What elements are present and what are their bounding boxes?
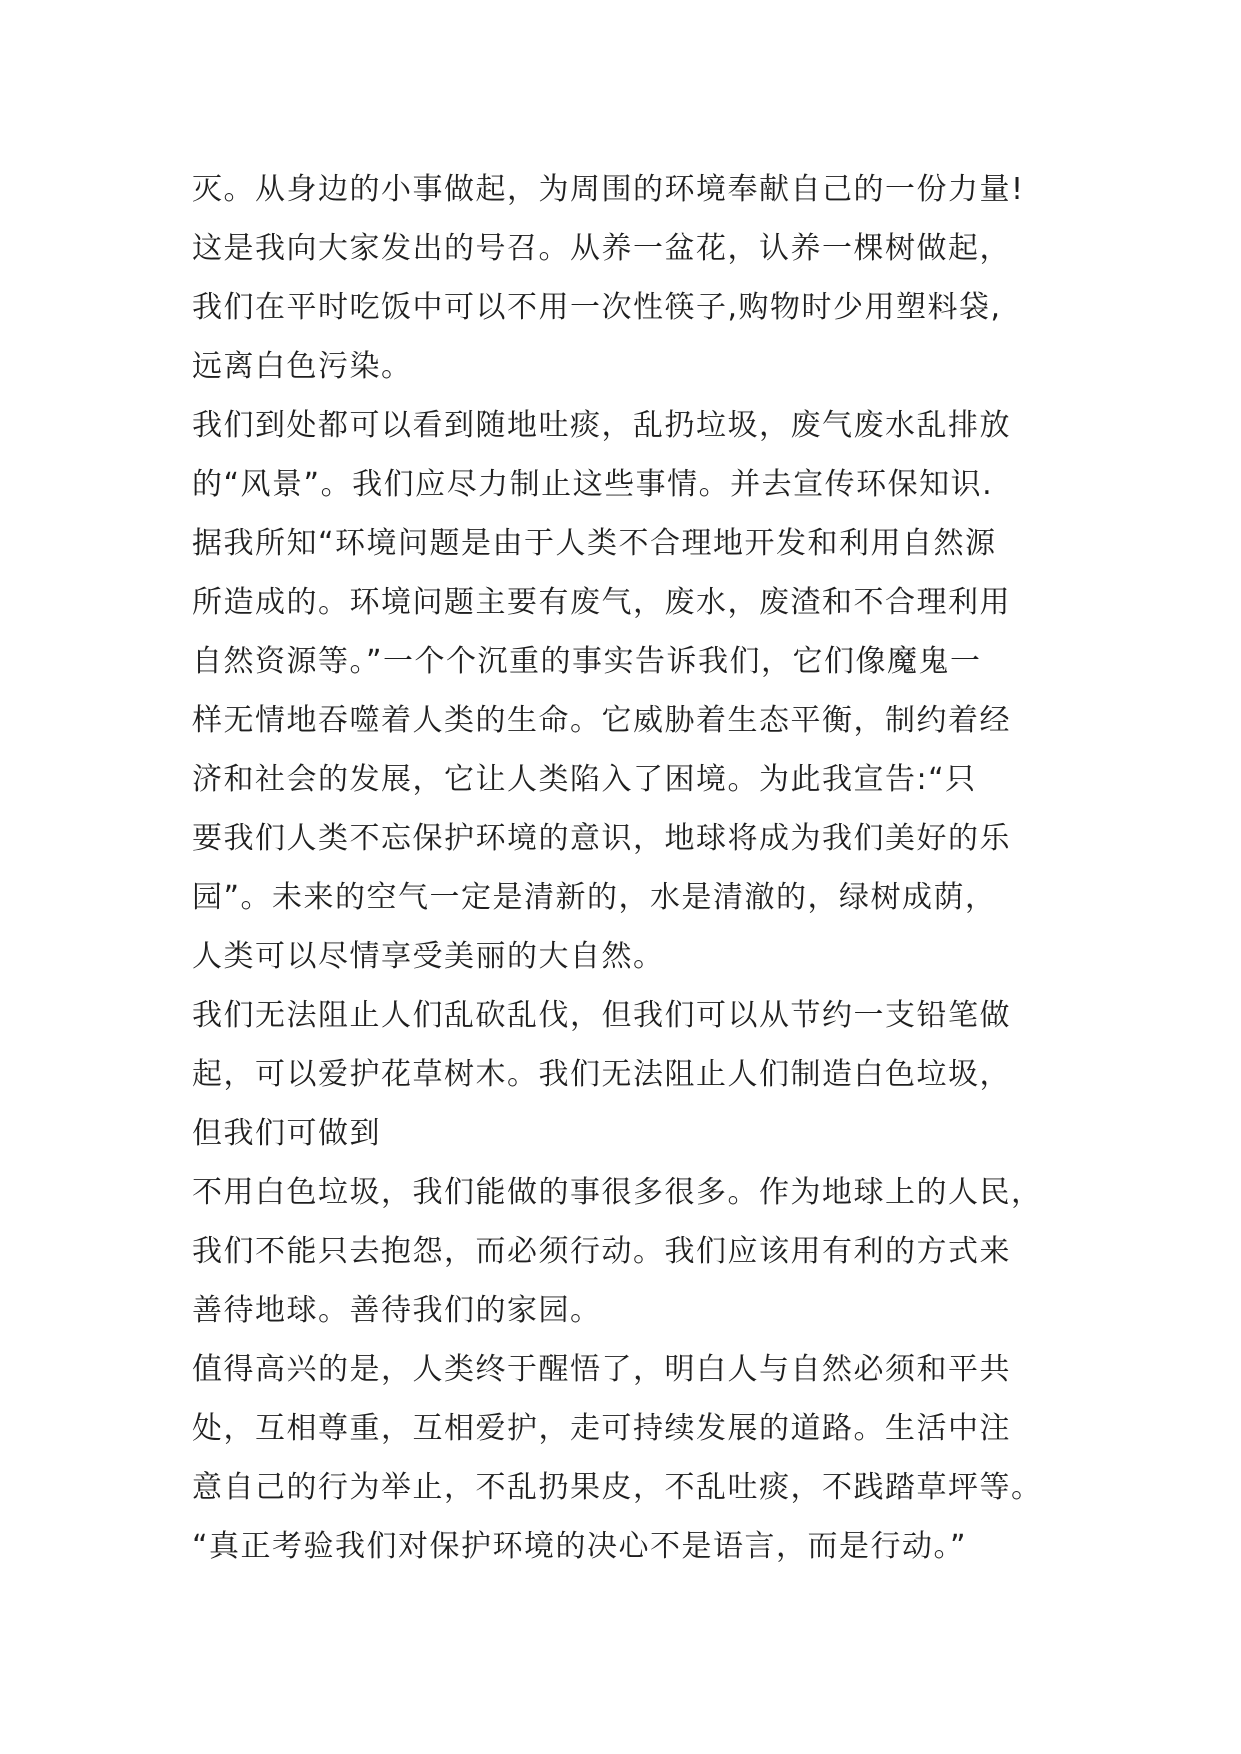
text-line: 善待地球。善待我们的家园。 bbox=[192, 1293, 602, 1328]
text-line: 的“风景”。我们应尽力制止这些事情。并去宣传环保知识. bbox=[192, 467, 994, 502]
text-line: 济和社会的发展，它让人类陷入了困境。为此我宣告:“只 bbox=[192, 762, 977, 797]
text-line: 我们不能只去抱怨，而必须行动。我们应该用有利的方式来 bbox=[192, 1234, 1011, 1269]
text-line: 我们到处都可以看到随地吐痰，乱扔垃圾，废气废水乱排放 bbox=[192, 408, 1011, 443]
text-line: 据我所知“环境问题是由于人类不合理地开发和利用自然源 bbox=[192, 526, 997, 561]
text-line: 要我们人类不忘保护环境的意识，地球将成为我们美好的乐 bbox=[192, 821, 1011, 856]
document-body bbox=[192, 160, 1092, 1576]
text-line: 我们在平时吃饭中可以不用一次性筷子,购物时少用塑料袋, bbox=[192, 290, 1002, 325]
text-line: 但我们可做到 bbox=[192, 1116, 381, 1151]
text-line: 处，互相尊重，互相爱护，走可持续发展的道路。生活中注 bbox=[192, 1411, 1011, 1446]
text-line: 远离白色污染。 bbox=[192, 349, 413, 384]
text-line: 所造成的。环境问题主要有废气，废水，废渣和不合理利用 bbox=[192, 585, 1011, 620]
text-line: 园”。未来的空气一定是清新的，水是清澈的，绿树成荫， bbox=[192, 880, 997, 915]
text-line: 自然资源等。”一个个沉重的事实告诉我们，它们像魔鬼一 bbox=[192, 644, 982, 679]
text-line: 灭。从身边的小事做起，为周围的环境奉献自己的一份力量! bbox=[192, 172, 1025, 207]
text-line: 这是我向大家发出的号召。从养一盆花，认养一棵树做起， bbox=[192, 231, 1011, 266]
text-line: “真正考验我们对保护环境的决心不是语言，而是行动。” bbox=[192, 1529, 968, 1564]
text-line: 起，可以爱护花草树木。我们无法阻止人们制造白色垃圾， bbox=[192, 1057, 1011, 1092]
text-line: 意自己的行为举止，不乱扔果皮，不乱吐痰，不践踏草坪等。 bbox=[192, 1470, 1043, 1505]
text-line: 值得高兴的是，人类终于醒悟了，明白人与自然必须和平共 bbox=[192, 1352, 1011, 1387]
text-line: 样无情地吞噬着人类的生命。它威胁着生态平衡，制约着经 bbox=[192, 703, 1011, 738]
text-line: 人类可以尽情享受美丽的大自然。 bbox=[192, 939, 665, 974]
text-line: 我们无法阻止人们乱砍乱伐，但我们可以从节约一支铅笔做 bbox=[192, 998, 1011, 1033]
text-line: 不用白色垃圾，我们能做的事很多很多。作为地球上的人民， bbox=[192, 1175, 1043, 1210]
